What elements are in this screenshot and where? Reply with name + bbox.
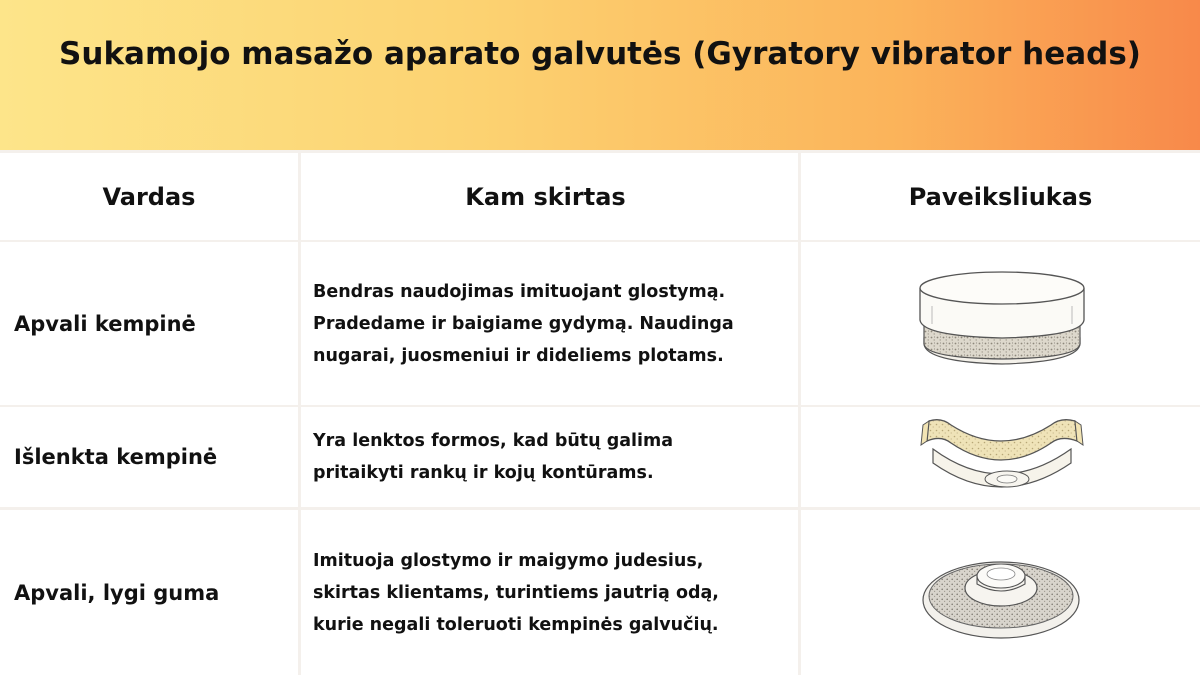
table-row-1-purpose [301,242,798,405]
purpose-line: pritaikyti rankų ir kojų kontūrams. [313,463,654,483]
header-cell-purpose [301,153,798,240]
header-purpose-label: Kam skirtas [465,182,626,211]
table-row-1-name [0,242,298,405]
purpose-line: kurie negali toleruoti kempinės galvučių. [313,614,719,635]
page-title: Sukamojo masažo aparato galvutės (Gyratory vibrator heads) [59,36,1141,72]
purpose-line: Bendras naudojimas imituojant glostymą. [313,281,726,302]
row-purpose [313,425,673,489]
header-image-label: Paveiksliukas [908,182,1093,211]
table-row-3-image [801,510,1200,675]
round-rubber-head-icon [916,538,1086,648]
header-name-label: Vardas [102,182,196,211]
purpose-line: Yra lenktos formos, kad būtų galima [313,431,674,451]
title-banner [0,0,1200,150]
heads-table [0,150,1200,675]
table-row-2-image [801,407,1200,507]
curved-sponge-head-icon [911,411,1091,503]
row-purpose [313,545,719,641]
table-row-3-purpose [301,510,798,675]
table-row-2-purpose [301,407,798,507]
table-row-3-name [0,510,298,675]
purpose-line: skirtas klientams, turintiems jautrią odą, [313,582,719,603]
purpose-line: Pradedame ir baigiame gydymą. Naudinga [313,313,734,334]
header-cell-name [0,153,298,240]
table-row-1-image [801,242,1200,405]
round-sponge-head-icon [906,264,1096,384]
header-cell-image [801,153,1200,240]
purpose-line: Imituoja glostymo ir maigymo judesius, [313,550,704,571]
row-name: Išlenkta kempinė [14,445,218,469]
table-row-2-name [0,407,298,507]
row-name: Apvali, lygi guma [14,580,220,605]
row-name: Apvali kempinė [14,311,196,336]
purpose-line: nugarai, juosmeniui ir dideliems plotams. [313,345,724,366]
row-purpose [313,276,734,372]
